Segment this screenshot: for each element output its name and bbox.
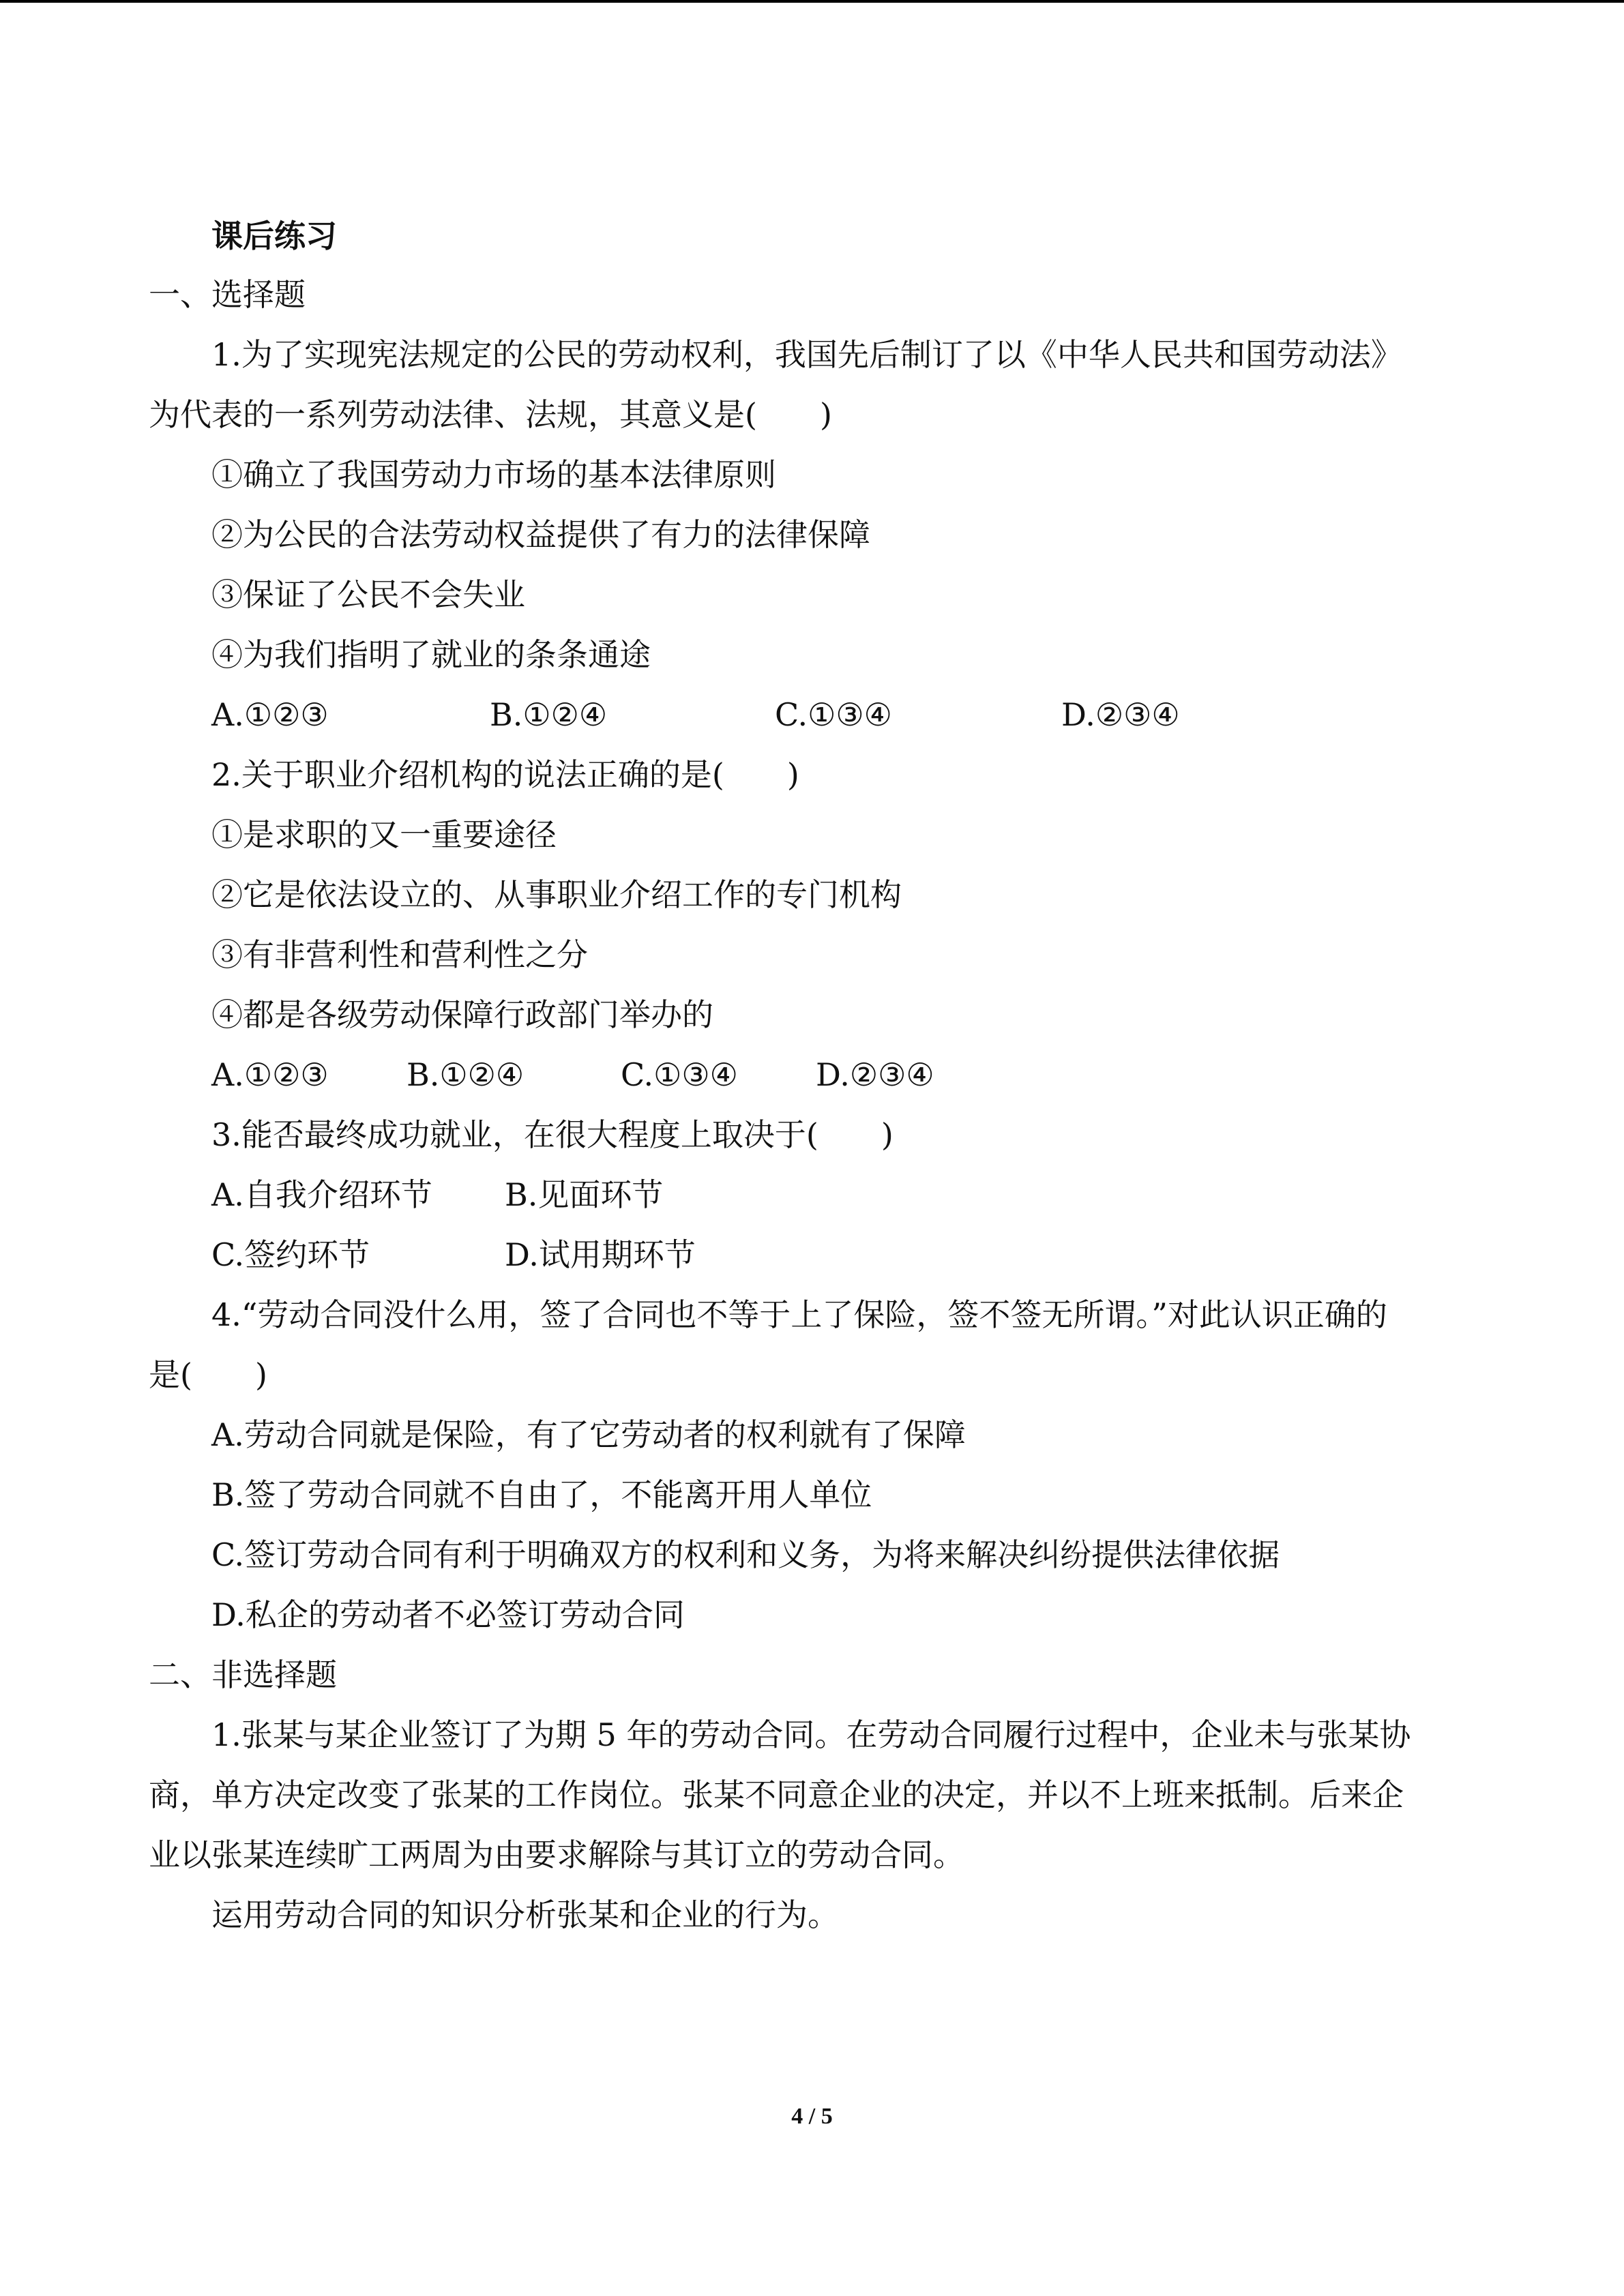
- q1-option-c: C.①③④: [775, 696, 892, 733]
- essay-prompt: 运用劳动合同的知识分析张某和企业的行为。: [211, 1896, 839, 1933]
- q3-option-c: C.签约环节: [211, 1236, 370, 1273]
- q2-option-b: B.①②④: [407, 1056, 525, 1093]
- section-title-choice: 一、选择题: [149, 276, 306, 313]
- q2-option-c: C.①③④: [621, 1056, 738, 1093]
- q1-item-3: ③保证了公民不会失业: [211, 576, 525, 613]
- q2-stem: 2.关于职业介绍机构的说法正确的是( ): [211, 756, 799, 793]
- q3-option-b: B.见面环节: [505, 1176, 664, 1213]
- q4-stem-line1: 4.“劳动合同没什么用，签了合同也不等于上了保险，签不签无所谓。”对此认识正确的: [211, 1296, 1387, 1333]
- q1-option-a: A.①②③: [211, 696, 329, 733]
- q4-option-a: A.劳动合同就是保险，有了它劳动者的权利就有了保障: [211, 1416, 966, 1453]
- q3-option-a: A.自我介绍环节: [211, 1176, 432, 1213]
- q2-item-4: ④都是各级劳动保障行政部门举办的: [211, 996, 713, 1033]
- q2-item-1: ①是求职的又一重要途径: [211, 816, 557, 853]
- q2-option-d: D.②③④: [816, 1056, 934, 1093]
- q2-option-a: A.①②③: [211, 1056, 329, 1093]
- essay-line2: 商，单方决定改变了张某的工作岗位。张某不同意企业的决定，并以不上班来抵制。后来企: [149, 1776, 1404, 1813]
- q1-option-d: D.②③④: [1061, 696, 1180, 733]
- page-top-border: [0, 0, 1624, 3]
- q3-stem: 3.能否最终成功就业，在很大程度上取决于( ): [211, 1116, 894, 1153]
- page-number: 4 / 5: [791, 2104, 833, 2129]
- q1-option-b: B.①②④: [490, 696, 608, 733]
- q3-option-d: D.试用期环节: [505, 1236, 696, 1273]
- q1-item-2: ②为公民的合法劳动权益提供了有力的法律保障: [211, 516, 870, 553]
- essay-line3: 业以张某连续旷工两周为由要求解除与其订立的劳动合同。: [149, 1836, 964, 1873]
- page-heading: 课后练习: [211, 218, 337, 254]
- q4-option-b: B.签了劳动合同就不自由了，不能离开用人单位: [211, 1476, 872, 1513]
- section-title-non-choice: 二、非选择题: [149, 1656, 337, 1693]
- q1-item-1: ①确立了我国劳动力市场的基本法律原则: [211, 456, 776, 493]
- q4-stem-line2: 是( ): [149, 1356, 267, 1393]
- essay-line1: 1.张某与某企业签订了为期 5 年的劳动合同。在劳动合同履行过程中，企业未与张某协: [211, 1716, 1411, 1753]
- q2-item-3: ③有非营利性和营利性之分: [211, 936, 588, 973]
- q4-option-d: D.私企的劳动者不必签订劳动合同: [211, 1596, 685, 1633]
- q4-option-c: C.签订劳动合同有利于明确双方的权利和义务，为将来解决纠纷提供法律依据: [211, 1536, 1280, 1573]
- q1-item-4: ④为我们指明了就业的条条通途: [211, 636, 651, 673]
- q2-item-2: ②它是依法设立的、从事职业介绍工作的专门机构: [211, 876, 902, 913]
- q1-stem-line1: 1.为了实现宪法规定的公民的劳动权利，我国先后制订了以《中华人民共和国劳动法》: [211, 336, 1402, 373]
- q1-stem-line2: 为代表的一系列劳动法律、法规，其意义是( ): [149, 396, 832, 433]
